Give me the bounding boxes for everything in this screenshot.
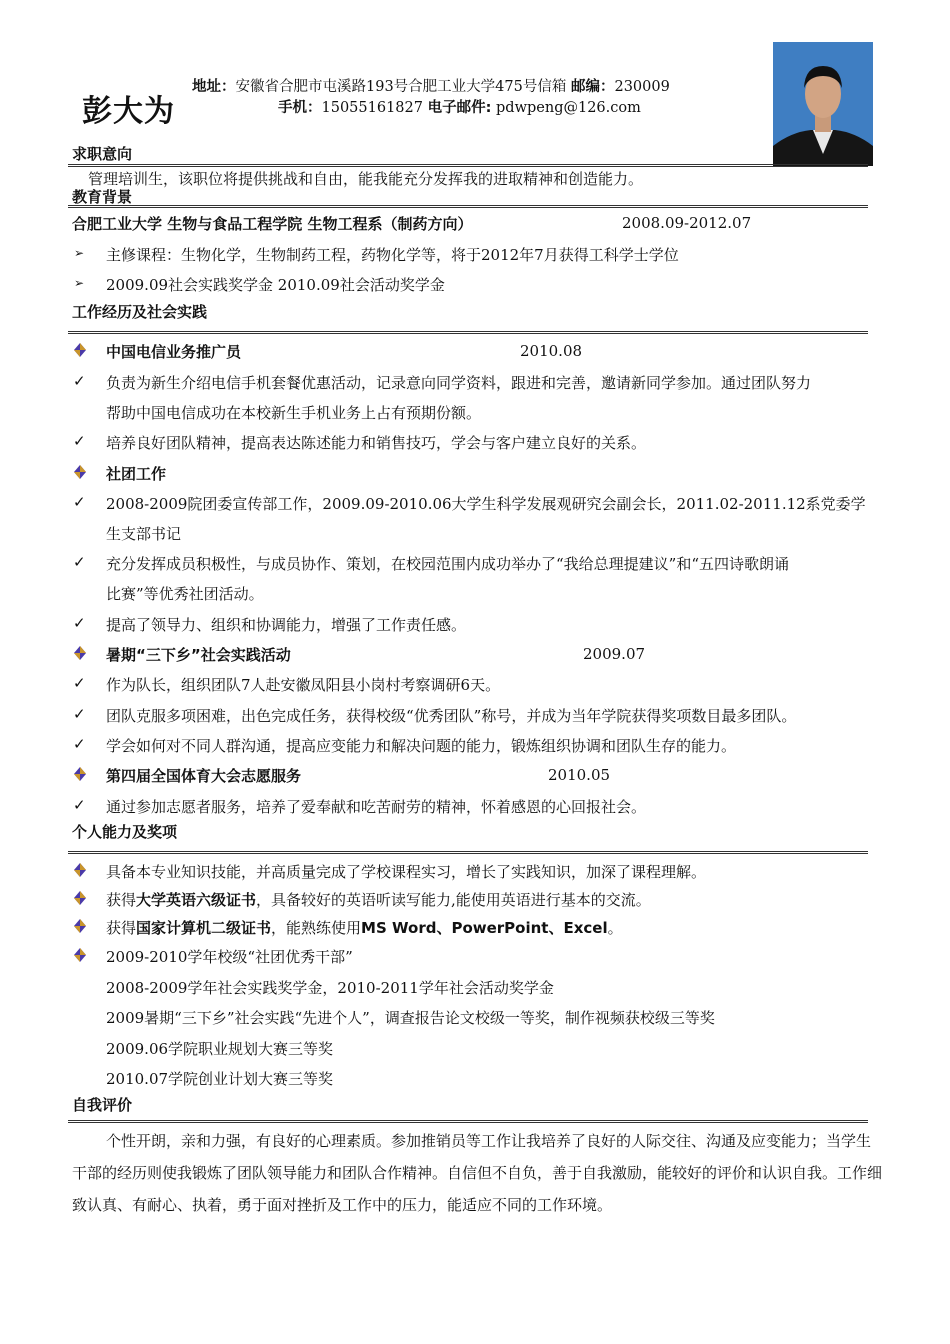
check-icon: ✓: [73, 372, 86, 390]
phone-label: 手机：: [278, 100, 322, 116]
section-title-education: 教育背景: [72, 188, 133, 206]
job-title: 中国电信业务推广员: [106, 343, 242, 361]
candidate-name: 彭大为: [82, 94, 175, 129]
skill-text: 获得: [106, 891, 137, 909]
objective-text: 管理培训生，该职位将提供挑战和自由，能我能充分发挥我的进取精神和创造能力。: [88, 170, 644, 188]
job-point: 负责为新生介绍电信手机套餐优惠活动，记录意向同学资料，跟进和完善，邀请新同学参加。通过团队努力: [106, 374, 812, 392]
english-certificate: 大学英语六级证书: [136, 891, 257, 909]
skill-line-english: [106, 889, 651, 910]
email-value: pdwpeng@126.com: [496, 100, 641, 116]
skill-text: ，能熟练使用: [271, 919, 362, 937]
award-item: 2008-2009学年社会实践奖学金，2010-2011学年社会活动奖学金: [106, 979, 554, 997]
check-icon: ✓: [73, 674, 86, 692]
job-title: 社团工作: [106, 465, 167, 483]
section-divider: [68, 851, 868, 854]
award-item: 2009-2010学年校级“社团优秀干部”: [106, 948, 353, 966]
job-date: 2010.05: [548, 766, 611, 784]
check-icon: ✓: [73, 735, 86, 753]
job-point: 通过参加志愿者服务，培养了爱奉献和吃苦耐劳的精神，怀着感恩的心回报社会。: [106, 798, 647, 816]
job-point: 学会如何对不同人群沟通，提高应变能力和解决问题的能力，锻炼组织协调和团队生存的能力。: [106, 737, 737, 755]
job-point: 充分发挥成员积极性，与成员协作、策划，在校园范围内成功举办了“我给总理提建议”和“五四诗歌朗诵: [106, 555, 790, 573]
address-line: [192, 75, 670, 96]
school-name: 合肥工业大学 生物与食品工程学院 生物工程系（制药方向）: [72, 215, 473, 233]
section-divider: [68, 205, 868, 208]
section-title-objective: 求职意向: [72, 145, 133, 163]
section-title-experience: 工作经历及社会实践: [72, 303, 208, 321]
job-point: 2008-2009院团委宣传部工作，2009.09-2010.06大学生科学发展观研究会副会长，2011.02-2011.12系党委学: [106, 495, 866, 513]
job-point: 培养良好团队精神，提高表达陈述能力和销售技巧，学会与客户建立良好的关系。: [106, 434, 647, 452]
check-icon: ✓: [73, 553, 86, 571]
skill-text: ，具备较好的英语听读写能力,能使用英语进行基本的交流。: [256, 891, 651, 909]
postcode-label: 邮编：: [570, 79, 615, 95]
job-date: 2009.07: [583, 645, 646, 663]
person-photo-icon: [773, 42, 873, 166]
check-icon: ✓: [73, 493, 86, 511]
award-item: 2010.07学院创业计划大赛三等奖: [106, 1070, 334, 1088]
check-icon: ✓: [73, 432, 86, 450]
diamond-bullet-icon: [73, 891, 87, 905]
software-list: MS Word、PowerPoint、Excel: [361, 919, 608, 937]
arrow-bullet-icon: ➢: [74, 246, 85, 260]
diamond-bullet-icon: [73, 948, 87, 962]
job-point: 团队克服多项困难，出色完成任务，获得校级“优秀团队”称号，并成为当年学院获得奖项数目最多团队。: [106, 707, 797, 725]
job-point: 生支部书记: [106, 525, 182, 543]
job-point: 比赛”等优秀社团活动。: [106, 585, 264, 603]
award-item: 2009暑期“三下乡”社会实践“先进个人”，调查报告论文校级一等奖，制作视频获校级三等奖: [106, 1009, 715, 1027]
skill-line-computer: [106, 917, 623, 938]
arrow-bullet-icon: ➢: [74, 276, 85, 290]
section-title-self-evaluation: 自我评价: [72, 1096, 133, 1114]
self-evaluation-text: 个性开朗，亲和力强，有良好的心理素质。参加推销员等工作让我培养了良好的人际交往、沟通及应变能力；当学生干部的经历则使我锻炼了团队领导能力和团队合作精神。自信但不自负，善于自我激励，能较好的评价和认识自我。工作细致认真、有耐心、执着，勇于面对挫折及工作中的压力，能适应不同的工作环境。: [72, 1132, 883, 1214]
education-period: 2008.09-2012.07: [622, 214, 752, 232]
award-item: 2009.06学院职业规划大赛三等奖: [106, 1040, 334, 1058]
job-title: 第四届全国体育大会志愿服务: [106, 767, 302, 785]
email-label: 电子邮件:: [427, 100, 492, 116]
contact-line: [278, 96, 641, 117]
diamond-bullet-icon: [73, 767, 87, 781]
skill-text: 。: [607, 919, 623, 937]
section-title-skills: 个人能力及奖项: [72, 823, 178, 841]
check-icon: ✓: [73, 705, 86, 723]
job-point: 提高了领导力、组织和协调能力，增强了工作责任感。: [106, 616, 467, 634]
section-divider: [68, 331, 868, 334]
diamond-bullet-icon: [73, 646, 87, 660]
job-point: 帮助中国电信成功在本校新生手机业务上占有预期份额。: [106, 404, 482, 422]
computer-certificate: 国家计算机二级证书: [136, 919, 272, 937]
phone-value: 15055161827: [321, 100, 423, 116]
section-divider: [68, 1120, 868, 1123]
job-title: 暑期“三下乡”社会实践活动: [106, 646, 291, 664]
address-value: 安徽省合肥市屯溪路193号合肥工业大学475号信箱: [235, 79, 567, 95]
skill-text: 获得: [106, 919, 137, 937]
scholarship-list: 2009.09社会实践奖学金 2010.09社会活动奖学金: [106, 276, 445, 294]
address-label: 地址：: [192, 79, 236, 95]
diamond-bullet-icon: [73, 465, 87, 479]
skill-line: 具备本专业知识技能，并高质量完成了学校课程实习，增长了实践知识，加深了课程理解。: [106, 863, 707, 881]
job-point: 作为队长，组织团队7人赴安徽凤阳县小岗村考察调研6天。: [106, 676, 501, 694]
postcode-value: 230009: [614, 79, 670, 95]
profile-photo: [773, 42, 873, 166]
section-divider: [68, 164, 868, 167]
check-icon: ✓: [73, 796, 86, 814]
diamond-bullet-icon: [73, 863, 87, 877]
course-list: 主修课程：生物化学，生物制药工程，药物化学等，将于2012年7月获得工科学士学位: [106, 246, 679, 264]
diamond-bullet-icon: [73, 919, 87, 933]
diamond-bullet-icon: [73, 343, 87, 357]
check-icon: ✓: [73, 614, 86, 632]
job-date: 2010.08: [520, 342, 583, 360]
